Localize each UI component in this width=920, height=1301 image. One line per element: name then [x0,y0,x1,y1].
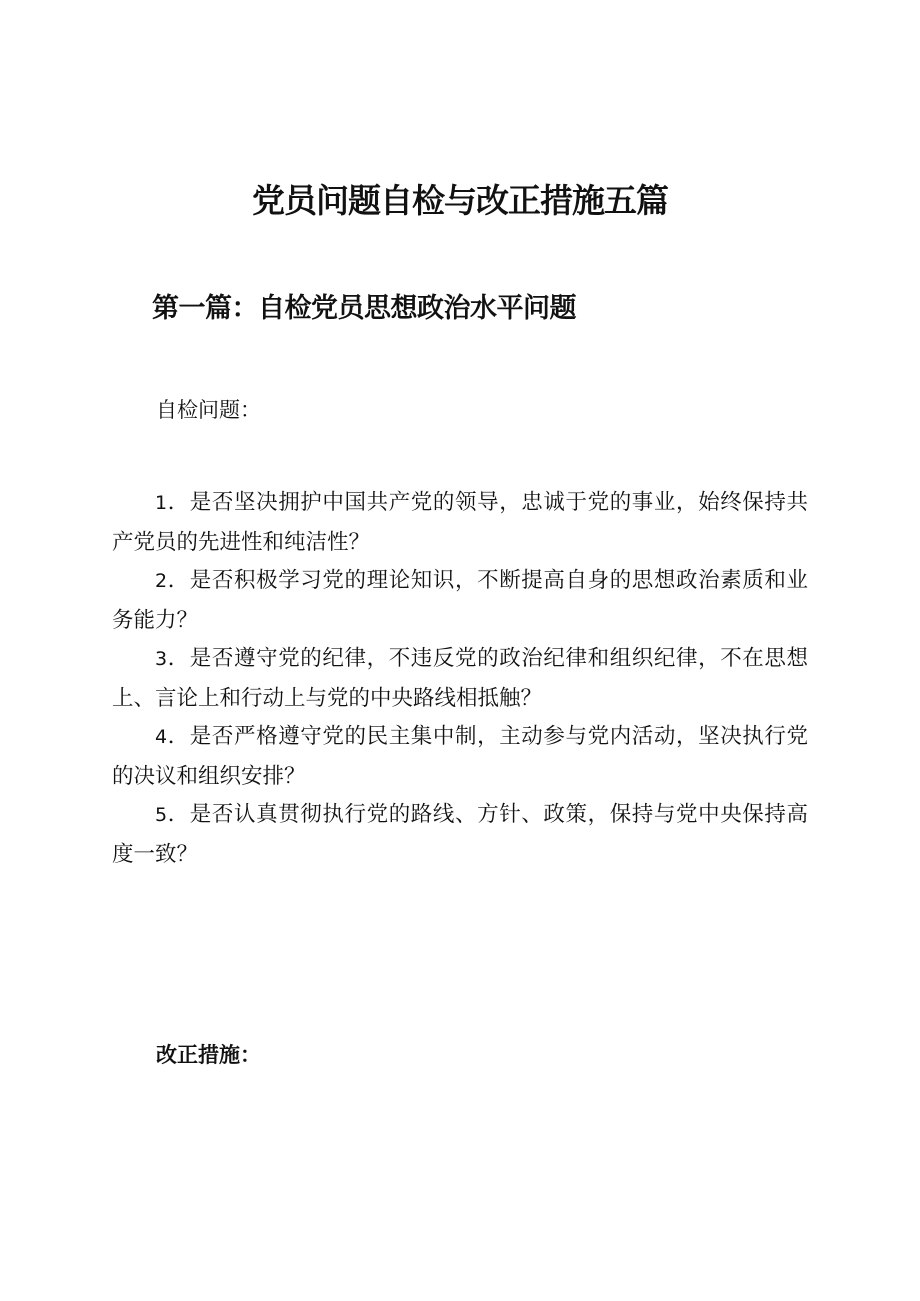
list-item [112,639,808,717]
document-title: 党员问题自检与改正措施五篇 [252,181,668,220]
problems-label: 自检问题： [156,398,261,422]
item-text: ．是否遵守党的纪律，不违反党的政治纪律和组织纪律，不在思想上、言论上和行动上与党的中央路线相抵触？ [112,646,808,711]
item-number: 4 [155,726,168,748]
item-number: 5 [155,804,168,826]
measures-label: 改正措施： [156,1043,261,1067]
problem-list [112,483,808,873]
item-number: 2 [155,570,168,592]
list-item [112,717,808,795]
list-item [112,795,808,873]
item-text: ．是否积极学习党的理论知识，不断提高自身的思想政治素质和业务能力？ [112,568,808,633]
list-item [112,483,808,561]
item-text: ．是否认真贯彻执行党的路线、方针、政策，保持与党中央保持高度一致？ [112,802,808,867]
item-number: 1 [155,492,168,514]
item-text: ．是否严格遵守党的民主集中制，主动参与党内活动，坚决执行党的决议和组织安排？ [112,724,808,789]
section-heading: 第一篇：自检党员思想政治水平问题 [152,293,576,324]
list-item [112,561,808,639]
item-text: ．是否坚决拥护中国共产党的领导，忠诚于党的事业，始终保持共产党员的先进性和纯洁性？ [112,490,808,555]
item-number: 3 [155,648,168,670]
